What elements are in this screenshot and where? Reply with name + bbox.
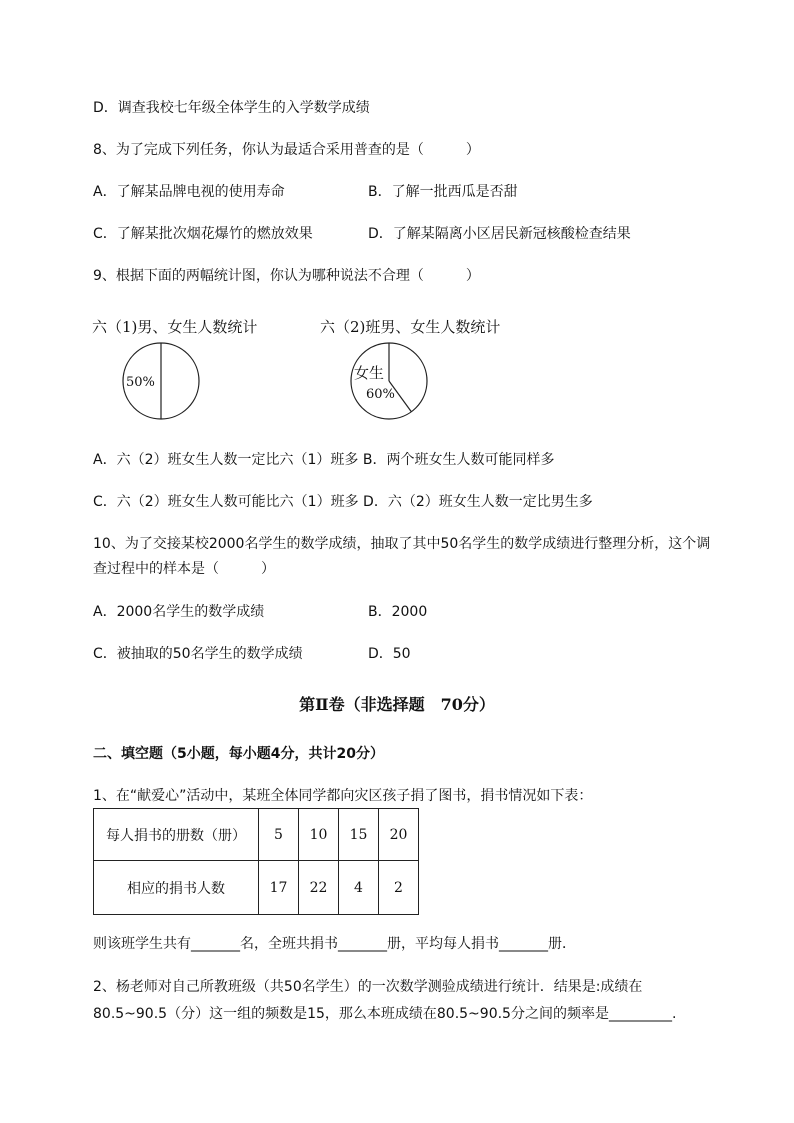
- question-10-option-b: B．2000: [368, 604, 428, 620]
- question-8-stem: 8、为了完成下列任务，你认为最适合采用普查的是（ ）: [93, 142, 480, 158]
- table-cell: 22: [299, 861, 339, 915]
- pie-chart-2: [351, 343, 427, 419]
- question-10-stem-line-1: 10、为了交接某校2000名学生的数学成绩，抽取了其中50名学生的数学成绩进行整理分析，这个调: [93, 536, 711, 552]
- table-cell: 5: [259, 809, 299, 861]
- pie-chart-2-title: 六（2)班男、女生人数统计: [320, 318, 501, 336]
- table-cell: 15: [339, 809, 379, 861]
- pie-chart-1-slice-label: 50%: [126, 375, 155, 390]
- pie-chart-1: [123, 343, 199, 419]
- question-10-option-c: C．被抽取的50名学生的数学成绩: [93, 646, 303, 662]
- table-cell: 17: [259, 861, 299, 915]
- fill-1-stem: 1、在“献爱心”活动中，某班全体同学都向灾区孩子捐了图书，捐书情况如下表：: [93, 788, 593, 804]
- pie-chart-1-title: 六（1)男、女生人数统计: [92, 318, 258, 336]
- table-row: [94, 809, 419, 861]
- table-row: [94, 861, 419, 915]
- table-cell: 20: [379, 809, 419, 861]
- question-8-option-b: B．了解一批西瓜是否甜: [368, 184, 518, 200]
- question-9-stem: 9、根据下面的两幅统计图，你认为哪种说法不合理（ ）: [93, 268, 480, 284]
- question-8-option-d: D．了解某隔离小区居民新冠核酸检查结果: [368, 226, 631, 242]
- question-9-options-ab: A．六（2）班女生人数一定比六（1）班多 B．两个班女生人数可能同样多: [93, 452, 555, 468]
- table-row-header: 相应的捐书人数: [94, 861, 259, 915]
- donation-table: [93, 808, 419, 915]
- fill-2-line-2: 80.5~90.5（分）这一组的频数是15，那么本班成绩在80.5~90.5分之间的频率是_________.: [93, 1006, 677, 1022]
- fill-in-section-heading: 二、填空题（5小题，每小题4分，共计20分）: [93, 746, 384, 762]
- question-10-stem-line-2: 查过程中的样本是（ ）: [93, 561, 275, 577]
- pie-chart-2-slice-label: 女生: [354, 364, 385, 382]
- question-8-option-c: C．了解某批次烟花爆竹的燃放效果: [93, 226, 313, 242]
- fill-2-line-1: 2、杨老师对自己所教班级（共50名学生）的一次数学测验成绩进行统计．结果是:成绩在: [93, 979, 643, 995]
- pie-chart-2-slice-percent: 60%: [366, 387, 395, 402]
- table-cell: 2: [379, 861, 419, 915]
- table-cell: 10: [299, 809, 339, 861]
- question-10-option-a: A．2000名学生的数学成绩: [93, 604, 265, 620]
- fill-1-answer-line: 则该班学生共有_______名，全班共捐书_______册，平均每人捐书_______册．: [93, 936, 576, 952]
- table-row-header: 每人捐书的册数（册）: [94, 809, 259, 861]
- question-10-option-d: D．50: [368, 646, 411, 662]
- table-cell: 4: [339, 861, 379, 915]
- question-9-options-cd: C．六（2）班女生人数可能比六（1）班多 D．六（2）班女生人数一定比男生多: [93, 494, 593, 510]
- question-7-option-d: D．调查我校七年级全体学生的入学数学成绩: [93, 100, 370, 116]
- question-8-option-a: A．了解某品牌电视的使用寿命: [93, 184, 285, 200]
- part-2-title: 第Ⅱ卷（非选择题 70分）: [299, 695, 495, 714]
